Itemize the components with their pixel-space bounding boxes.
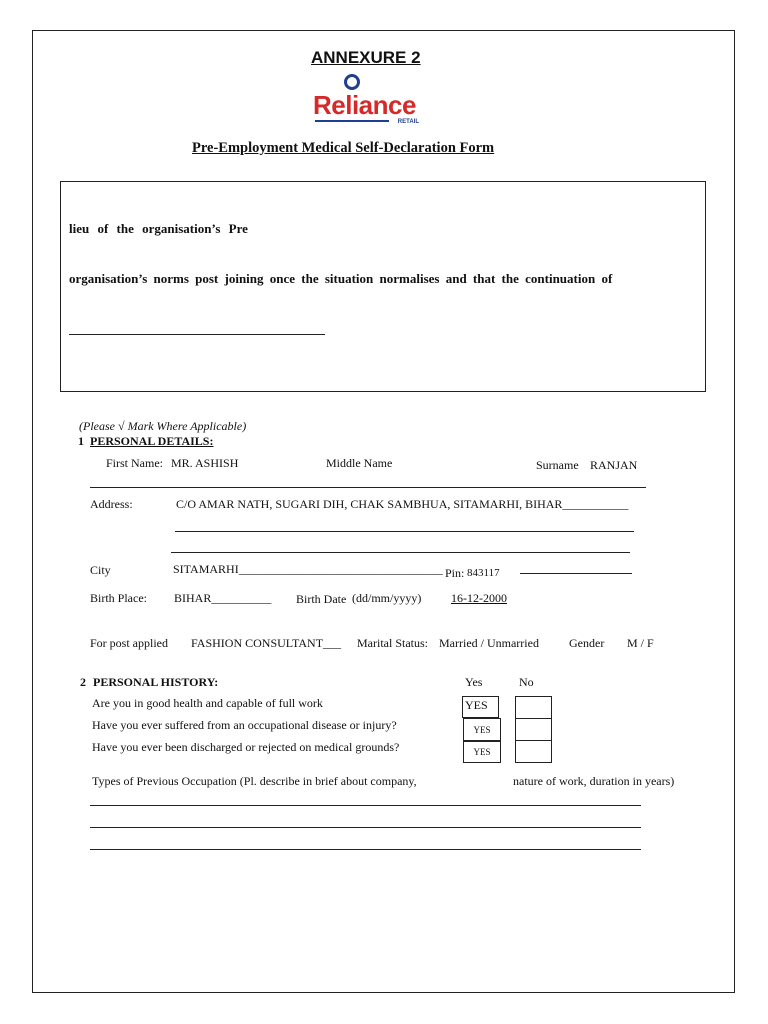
- occupation-line-3[interactable]: [90, 849, 641, 850]
- declaration-line-2: organisation’s norms post joining once the situation normalises and that the continuation of: [69, 271, 613, 286]
- gender-label: Gender: [569, 636, 605, 650]
- post-value[interactable]: FASHION CONSULTANT___: [191, 636, 342, 650]
- section-1-number: 1: [78, 434, 84, 448]
- logo-underline: [315, 120, 389, 122]
- occupation-label: Types of Previous Occupation (Pl. describe in brief about company,: [92, 774, 417, 788]
- section-2-number: 2: [80, 675, 86, 689]
- pin-extra-line: [520, 573, 632, 574]
- question-3: Have you ever been discharged or rejected on medical grounds?: [92, 740, 400, 754]
- surname-label: Surname: [536, 458, 579, 472]
- q3-yes-checkbox[interactable]: [463, 741, 501, 763]
- birth-date-format: (dd/mm/yyyy): [352, 591, 422, 605]
- address-value[interactable]: C/O AMAR NATH, SUGARI DIH, CHAK SAMBHUA, SITAMARHI, BIHAR___________: [176, 497, 629, 511]
- logo-text: Reliance: [313, 90, 416, 120]
- city-value[interactable]: SITAMARHI__________________________________: [173, 562, 443, 576]
- q2-no-checkbox[interactable]: [515, 718, 552, 741]
- yes-column-header: Yes: [465, 675, 483, 689]
- middle-name-label: Middle Name: [326, 456, 393, 470]
- q3-yes-mark: YES: [473, 747, 491, 757]
- instructions-text: (Please √ Mark Where Applicable): [79, 419, 247, 433]
- marital-options[interactable]: Married / Unmarried: [439, 636, 539, 650]
- reliance-logo: [313, 74, 421, 130]
- q1-yes-checkbox[interactable]: [462, 696, 499, 718]
- logo-emblem-icon: [344, 74, 360, 90]
- birth-place-value[interactable]: BIHAR__________: [174, 591, 272, 605]
- q2-yes-checkbox[interactable]: [463, 718, 501, 741]
- q1-yes-mark: YES: [465, 698, 488, 712]
- first-name-label: First Name:: [106, 456, 163, 470]
- q3-no-checkbox[interactable]: [515, 740, 552, 763]
- q2-yes-mark: YES: [473, 724, 491, 735]
- question-1: Are you in good health and capable of full work: [92, 696, 323, 710]
- city-label: City: [90, 563, 111, 577]
- annexure-title: ANNEXURE 2: [311, 48, 421, 67]
- logo-subtext: RETAIL: [397, 119, 419, 125]
- birth-place-label: Birth Place:: [90, 591, 147, 605]
- post-label: For post applied: [90, 636, 168, 650]
- declaration-line-1: lieu of the organisation’s Pre: [69, 221, 248, 236]
- occupation-label-2: nature of work, duration in years): [513, 774, 675, 788]
- gender-options[interactable]: M / F: [627, 636, 654, 650]
- surname-value[interactable]: RANJAN: [590, 458, 638, 472]
- marital-label: Marital Status:: [357, 636, 428, 650]
- occupation-line-1[interactable]: [90, 805, 641, 806]
- form-title: Pre-Employment Medical Self-Declaration Form: [192, 140, 495, 156]
- first-name-value[interactable]: MR. ASHISH: [171, 456, 239, 470]
- occupation-line-2[interactable]: [90, 827, 641, 828]
- name-underline: [90, 487, 646, 488]
- signature-line: [69, 334, 325, 335]
- birth-date-label: Birth Date: [296, 592, 347, 606]
- address-line-2: [175, 531, 634, 532]
- section-2-title: PERSONAL HISTORY:: [93, 675, 219, 689]
- no-column-header: No: [519, 675, 534, 689]
- pin-label: Pin:: [445, 566, 465, 580]
- q1-no-checkbox[interactable]: [515, 696, 552, 719]
- pin-value[interactable]: 843117: [467, 567, 500, 579]
- question-2: Have you ever suffered from an occupational disease or injury?: [92, 718, 397, 732]
- address-line-3: [171, 552, 630, 553]
- section-1-title: PERSONAL DETAILS:: [90, 434, 214, 448]
- address-label: Address:: [90, 497, 133, 511]
- birth-date-value[interactable]: 16-12-2000: [451, 591, 507, 605]
